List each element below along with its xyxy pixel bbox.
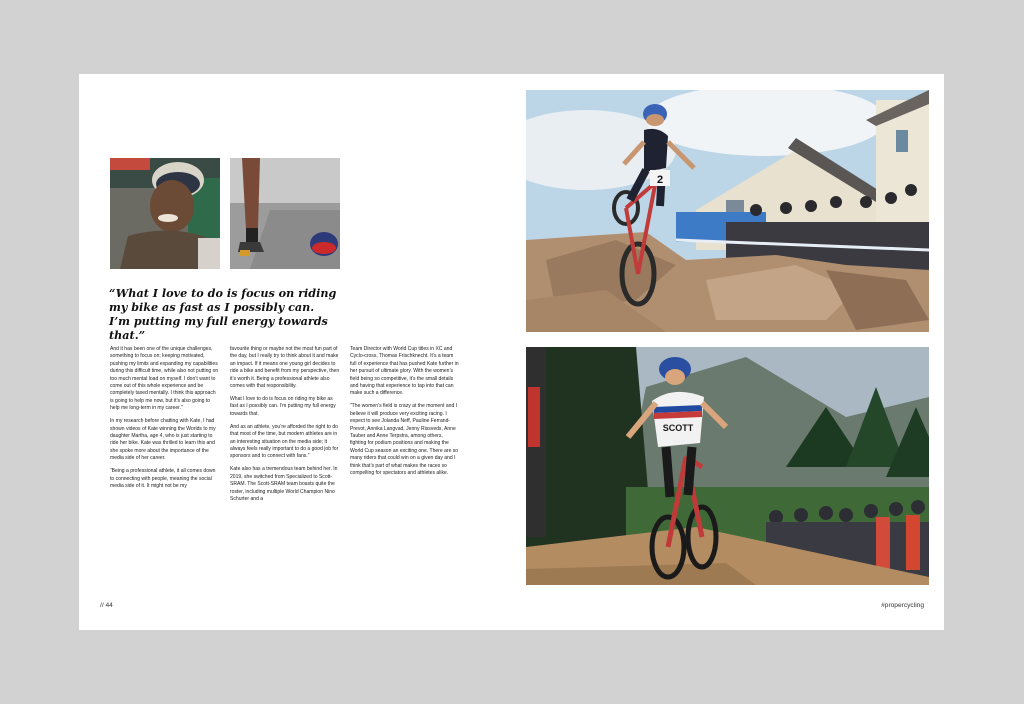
column-paragraph: And it has been one of the unique challenges, something to focus on; keeping motivated, pushing my limits and expanding my capabilities during this difficult time, while also not putting on too much mental load on myself. I don’t want to come out of this whole experience and be completely taxed mentally. I think this approach is going to help me now, but it’s also going to help me long-term in my career.”	[110, 346, 219, 412]
pull-quote: “What I love to do is focus on riding my bike as fast as I possibly can. I’m putting my full energy towards that.”	[109, 286, 337, 342]
column-paragraph: And as an athlete, you’re afforded the right to do that most of the time, but modern athletes are in an interesting situation on the media side; it always feels really important to do a good job for sponsors and to connect with fans.”	[230, 423, 339, 460]
muddy-legs-photo	[230, 158, 340, 269]
column-paragraph: “Being a professional athlete, it all comes down to connecting with people, meaning the social media side of it. It might not be my	[110, 468, 216, 490]
text-column-1	[110, 346, 220, 496]
forest-race-photo	[526, 347, 929, 585]
hashtag-footer: #propercycling	[881, 602, 924, 609]
column-paragraph: What I love to do is focus on riding my bike as fast as I possibly can. I’m putting my full energy towards that.	[230, 396, 336, 417]
rider-portrait-photo	[110, 158, 220, 269]
rock-garden-race-photo	[526, 90, 929, 332]
jersey-logo-text: SCOTT	[662, 423, 694, 433]
column-paragraph: “The women’s field is crazy at the moment and I believe it will produce very exciting racing. I expect to see Jolanda Neff, Pauline Ferrand-Prevot, Annika Langvad, Jenny Rissveds, Anne Tauber and Anne Terpstra, among others, fighting for podium positions and making the World Cup season an exciting one. There are so many riders that could win on a given day and I think that’s part of what makes the races so compelling for spectators and athletes alike.	[350, 403, 459, 477]
page-number: // 44	[100, 602, 113, 609]
magazine-spread	[79, 74, 944, 630]
column-paragraph: In my research before chatting with Kate, I had shown videos of Kate winning the Worlds to my daughter Martha, age 4, who is just starting to ride her bike. Kate was thrilled to learn this and she spoke more about the importance of the media side of her career.	[110, 418, 216, 462]
race-plate-number: 2	[656, 174, 664, 186]
text-column-3	[350, 346, 460, 483]
column-paragraph: Team Director with World Cup titles in XC and Cyclo-cross, Thomas Frischknecht. It’s a team full of experience that has pushed Kate further in her pursuit of ultimate glory. With the women’s field being so competitive, it’s the small details and having that experience to tap into that can make such a difference.	[350, 346, 459, 397]
text-column-2	[230, 346, 340, 509]
column-paragraph: favourite thing or maybe not the most fun part of the day, but I really try to think about it and make an impact. If it means one young girl decides to ride a bike and benefit from my perspective, then it’s worth it. Being a professional athlete also comes with that responsibility.	[230, 346, 340, 390]
column-paragraph: Kate also has a tremendous team behind her. In 2019, she switched from Specialized to Scott-SRAM. The Scott-SRAM team boasts quite the roster, including multiple World Champion Nino Schurter and a	[230, 466, 338, 503]
